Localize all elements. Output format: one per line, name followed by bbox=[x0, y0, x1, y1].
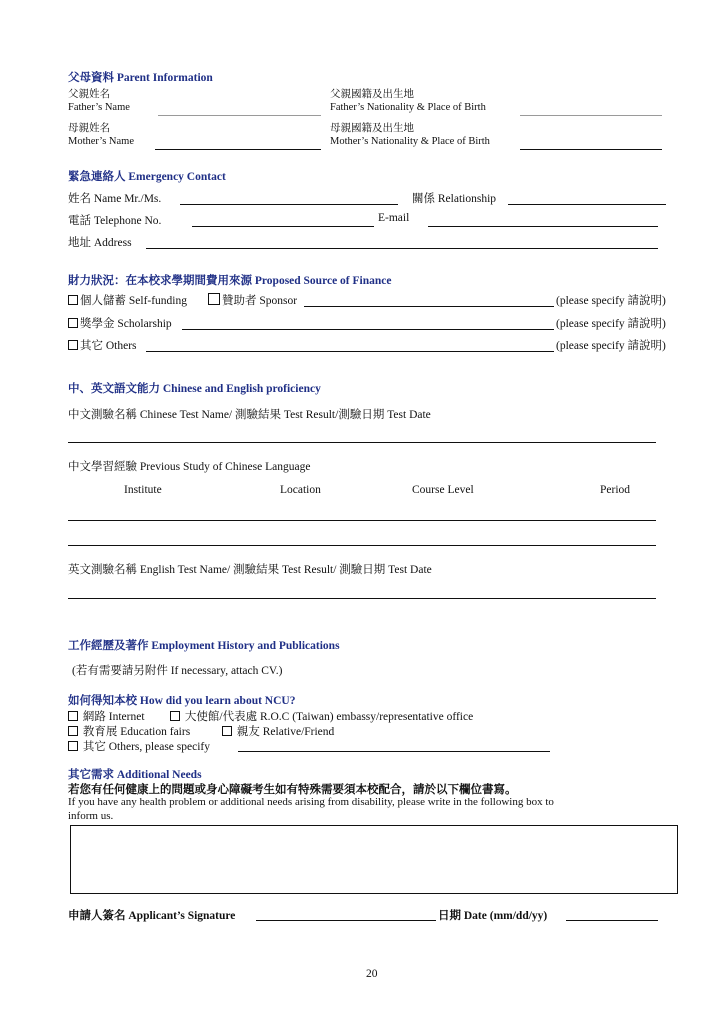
embassy-checkbox[interactable] bbox=[170, 711, 180, 721]
others-finance-option[interactable] bbox=[68, 337, 137, 353]
self-funding-option[interactable] bbox=[68, 292, 187, 308]
employment-note: (若有需要請另附件 If necessary, attach CV.) bbox=[72, 665, 283, 677]
sponsor-specify-field[interactable] bbox=[304, 306, 554, 307]
additional-needs-textbox[interactable] bbox=[70, 825, 678, 894]
father-name-label-zh: 父親姓名 bbox=[68, 89, 110, 100]
father-name-label: Father’s Name bbox=[68, 102, 130, 113]
column-location: Location bbox=[280, 484, 321, 496]
others-finance-checkbox[interactable] bbox=[68, 340, 78, 350]
others-finance-specify-field[interactable] bbox=[146, 351, 554, 352]
embassy-option[interactable] bbox=[170, 708, 473, 724]
fairs-label: 教育展 Education fairs bbox=[82, 726, 191, 738]
other-source-label: 其它 Others, please specify bbox=[82, 741, 210, 753]
scholarship-option[interactable] bbox=[68, 315, 172, 331]
needs-section-heading: 其它需求 Additional Needs bbox=[68, 769, 202, 781]
email-label: E-mail bbox=[378, 212, 410, 224]
self-funding-checkbox[interactable] bbox=[68, 295, 78, 305]
english-test-label: 英文測驗名稱 English Test Name/ 測驗結果 Test Result/ 測驗日期 Test Date bbox=[68, 564, 432, 576]
relative-option[interactable] bbox=[222, 723, 334, 739]
finance-section-heading: 財力狀況：在本校求學期間費用來源 Proposed Source of Finance bbox=[68, 275, 392, 287]
fairs-checkbox[interactable] bbox=[68, 726, 78, 736]
father-name-field[interactable] bbox=[158, 115, 321, 116]
internet-option[interactable] bbox=[68, 708, 145, 724]
scholarship-checkbox[interactable] bbox=[68, 318, 78, 328]
previous-study-label: 中文學習經驗 Previous Study of Chinese Language bbox=[68, 461, 311, 473]
previous-study-row-2[interactable] bbox=[68, 545, 656, 546]
learn-section-heading: 如何得知本校 How did you learn about NCU? bbox=[68, 695, 296, 707]
address-label: 地址 Address bbox=[68, 237, 132, 249]
needs-instruction-zh: 若您有任何健康上的問題或身心障礙考生如有特殊需要須本校配合，請於以下欄位書寫。 bbox=[68, 784, 517, 796]
sponsor-label: 贊助者 Sponsor bbox=[222, 295, 298, 307]
other-source-checkbox[interactable] bbox=[68, 741, 78, 751]
chinese-test-field[interactable] bbox=[68, 442, 656, 443]
self-funding-label: 個人儲蓄 Self-funding bbox=[80, 295, 188, 307]
others-finance-label: 其它 Others bbox=[80, 340, 137, 352]
column-course-level: Course Level bbox=[412, 484, 474, 496]
relationship-label: 關係 Relationship bbox=[412, 193, 497, 205]
mother-nationality-label-zh: 母親國籍及出生地 bbox=[330, 123, 414, 134]
relative-label: 親友 Relative/Friend bbox=[236, 726, 335, 738]
address-field[interactable] bbox=[146, 248, 658, 249]
father-nationality-field[interactable] bbox=[520, 115, 662, 116]
signature-field[interactable] bbox=[256, 920, 436, 921]
needs-instruction-en-2: inform us. bbox=[68, 810, 114, 822]
fairs-option[interactable] bbox=[68, 723, 190, 739]
mother-nationality-label: Mother’s Nationality & Place of Birth bbox=[330, 136, 490, 147]
relationship-field[interactable] bbox=[508, 204, 666, 205]
mother-name-field[interactable] bbox=[155, 149, 321, 150]
other-source-option[interactable] bbox=[68, 738, 210, 754]
mother-name-label: Mother’s Name bbox=[68, 136, 134, 147]
date-label: 日期 Date (mm/dd/yy) bbox=[438, 910, 548, 922]
emergency-name-label: 姓名 Name Mr./Ms. bbox=[68, 193, 162, 205]
mother-name-label-zh: 母親姓名 bbox=[68, 123, 110, 134]
page-number: 20 bbox=[366, 968, 378, 980]
employment-section-heading: 工作經歷及著作 Employment History and Publications bbox=[68, 640, 340, 652]
scholarship-specify-note: (please specify 請說明) bbox=[556, 318, 666, 330]
mother-nationality-field[interactable] bbox=[520, 149, 662, 150]
scholarship-specify-field[interactable] bbox=[182, 329, 554, 330]
signature-label: 申請人簽名 Applicant’s Signature bbox=[68, 910, 236, 922]
others-finance-specify-note: (please specify 請說明) bbox=[556, 340, 666, 352]
email-field[interactable] bbox=[428, 226, 658, 227]
column-period: Period bbox=[600, 484, 631, 496]
other-source-field[interactable] bbox=[238, 751, 550, 752]
sponsor-checkbox[interactable] bbox=[208, 293, 220, 305]
previous-study-row-1[interactable] bbox=[68, 520, 656, 521]
embassy-label: 大使館/代表處 R.O.C (Taiwan) embassy/representative office bbox=[184, 711, 474, 723]
internet-label: 網路 Internet bbox=[82, 711, 145, 723]
internet-checkbox[interactable] bbox=[68, 711, 78, 721]
father-nationality-label-zh: 父親國籍及出生地 bbox=[330, 89, 414, 100]
english-test-field[interactable] bbox=[68, 598, 656, 599]
scholarship-label: 獎學金 Scholarship bbox=[80, 318, 172, 330]
parent-section-heading: 父母資料 Parent Information bbox=[68, 72, 213, 84]
emergency-name-field[interactable] bbox=[180, 204, 398, 205]
relative-checkbox[interactable] bbox=[222, 726, 232, 736]
proficiency-section-heading: 中、英文語文能力 Chinese and English proficiency bbox=[68, 383, 321, 395]
emergency-section-heading: 緊急連絡人 Emergency Contact bbox=[68, 171, 226, 183]
sponsor-specify-note: (please specify 請說明) bbox=[556, 295, 666, 307]
sponsor-option[interactable] bbox=[208, 292, 297, 308]
column-institute: Institute bbox=[124, 484, 162, 496]
father-nationality-label: Father’s Nationality & Place of Birth bbox=[330, 102, 486, 113]
date-field[interactable] bbox=[566, 920, 658, 921]
telephone-field[interactable] bbox=[192, 226, 374, 227]
telephone-label: 電話 Telephone No. bbox=[68, 215, 162, 227]
chinese-test-label: 中文測驗名稱 Chinese Test Name/ 測驗結果 Test Result/測驗日期 Test Date bbox=[68, 409, 431, 421]
needs-instruction-en-1: If you have any health problem or additional needs arising from disability, please write in the following box to bbox=[68, 796, 554, 808]
